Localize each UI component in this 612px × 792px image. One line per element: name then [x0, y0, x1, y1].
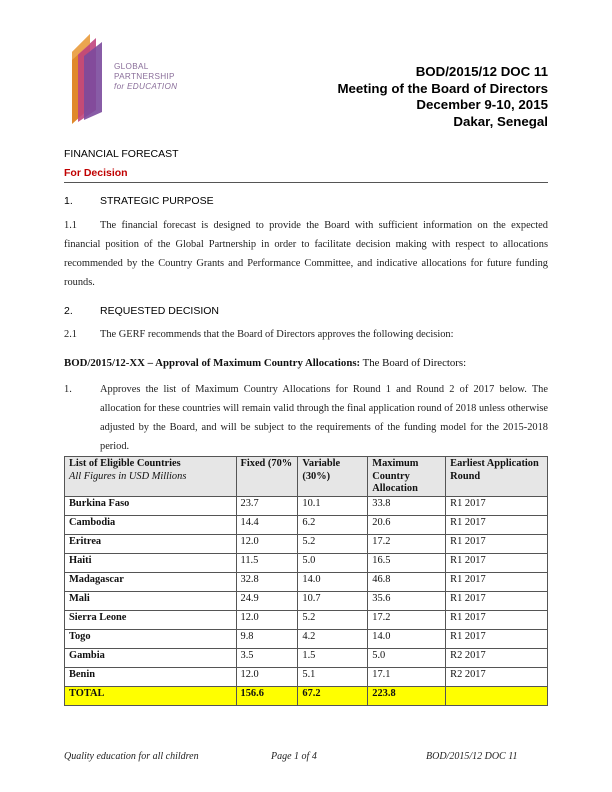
table-row [65, 648, 548, 667]
title-divider [64, 182, 548, 183]
document-header [337, 64, 548, 130]
cell-country: Eritrea [65, 534, 237, 553]
paragraph-1-1 [64, 216, 548, 292]
section-2-title: REQUESTED DECISION [100, 305, 220, 317]
cell-variable: 1.5 [298, 648, 368, 667]
total-max-allocation: 223.8 [368, 686, 446, 705]
table-row [65, 572, 548, 591]
cell-round: R2 2017 [446, 648, 548, 667]
cell-round: R1 2017 [446, 591, 548, 610]
paragraph-1-1-number: 1.1 [64, 220, 77, 231]
cell-fixed: 3.5 [236, 648, 298, 667]
header-fixed: Fixed (70% [236, 457, 298, 497]
cell-fixed: 14.4 [236, 515, 298, 534]
header-variable: Variable (30%) [298, 457, 368, 497]
cell-fixed: 12.0 [236, 610, 298, 629]
total-round [446, 686, 548, 705]
cell-variable: 5.2 [298, 610, 368, 629]
cell-variable: 4.2 [298, 629, 368, 648]
cell-country: Madagascar [65, 572, 237, 591]
cell-fixed: 11.5 [236, 553, 298, 572]
gpe-book-icon [66, 30, 114, 126]
cell-fixed: 12.0 [236, 534, 298, 553]
cell-variable: 6.2 [298, 515, 368, 534]
cell-country: Haiti [65, 553, 237, 572]
cell-max-allocation: 17.2 [368, 610, 446, 629]
cell-variable: 14.0 [298, 572, 368, 591]
for-decision-label: For Decision [64, 167, 128, 179]
meeting-title: Meeting of the Board of Directors [337, 80, 548, 96]
table-row [65, 591, 548, 610]
section-2-heading [64, 305, 219, 317]
cell-round: R1 2017 [446, 553, 548, 572]
cell-country: Benin [65, 667, 237, 686]
cell-round: R1 2017 [446, 629, 548, 648]
table-row [65, 629, 548, 648]
table-row [65, 515, 548, 534]
cell-max-allocation: 5.0 [368, 648, 446, 667]
cell-country: Gambia [65, 648, 237, 667]
cell-variable: 10.1 [298, 496, 368, 515]
allocation-table [64, 456, 548, 706]
footer-page-number: Page 1 of 4 [271, 751, 317, 762]
cell-variable: 5.1 [298, 667, 368, 686]
bod-decision-title: BOD/2015/12-XX – Approval of Maximum Country Allocations: [64, 357, 361, 369]
total-fixed: 156.6 [236, 686, 298, 705]
cell-max-allocation: 14.0 [368, 629, 446, 648]
paragraph-2-1-number: 2.1 [64, 329, 77, 340]
cell-max-allocation: 16.5 [368, 553, 446, 572]
decision-item-1-text: Approves the list of Maximum Country Allocations for Round 1 and Round 2 of 2017 below. The allocation for these countries will remain valid through the final application round of 2018 unless otherwise adjusted by the Board, and will be subject to the requirements of the funding model for the 2015-2018 period. [100, 384, 548, 452]
cell-country: Mali [65, 591, 237, 610]
table-body [65, 496, 548, 705]
cell-round: R2 2017 [446, 667, 548, 686]
cell-variable: 5.2 [298, 534, 368, 553]
section-1-number: 1. [64, 195, 73, 207]
section-2-number: 2. [64, 305, 73, 317]
table-row [65, 553, 548, 572]
cell-round: R1 2017 [446, 572, 548, 591]
logo-line-1: GLOBAL [114, 62, 149, 71]
total-country: TOTAL [65, 686, 237, 705]
header-max-allocation: Maximum Country Allocation [368, 457, 446, 497]
decision-item-1 [64, 380, 548, 456]
cell-round: R1 2017 [446, 610, 548, 629]
cell-country: Burkina Faso [65, 496, 237, 515]
cell-max-allocation: 35.6 [368, 591, 446, 610]
cell-country: Sierra Leone [65, 610, 237, 629]
cell-fixed: 9.8 [236, 629, 298, 648]
bod-decision-rest: The Board of Directors: [360, 357, 467, 369]
cell-max-allocation: 46.8 [368, 572, 446, 591]
paragraph-2-1-text: The GERF recommends that the Board of Directors approves the following decision: [100, 329, 454, 340]
cell-round: R1 2017 [446, 515, 548, 534]
cell-variable: 5.0 [298, 553, 368, 572]
table-header-row [65, 457, 548, 497]
cell-fixed: 32.8 [236, 572, 298, 591]
logo-line-2: PARTNERSHIP [114, 72, 175, 81]
total-variable: 67.2 [298, 686, 368, 705]
table-row [65, 610, 548, 629]
cell-max-allocation: 17.2 [368, 534, 446, 553]
logo-line-3: for EDUCATION [114, 82, 178, 91]
paragraph-1-1-text: The financial forecast is designed to provide the Board with sufficient information on the expected financial position of the Global Partnership in order to facilitate decision making with respect to allocations recommended by the Country Grants and Performance Committee, and indicative allocations for future funding rounds. [64, 220, 548, 288]
cell-country: Cambodia [65, 515, 237, 534]
table-row [65, 667, 548, 686]
cell-fixed: 24.9 [236, 591, 298, 610]
cell-max-allocation: 17.1 [368, 667, 446, 686]
cell-max-allocation: 20.6 [368, 515, 446, 534]
cell-variable: 10.7 [298, 591, 368, 610]
document-title: FINANCIAL FORECAST [64, 148, 179, 160]
cell-max-allocation: 33.8 [368, 496, 446, 515]
doc-id: BOD/2015/12 DOC 11 [415, 64, 548, 79]
header-countries: List of Eligible Countries All Figures in USD Millions [65, 457, 237, 497]
paragraph-2-1 [64, 325, 548, 344]
cell-round: R1 2017 [446, 534, 548, 553]
table-row [65, 496, 548, 515]
cell-fixed: 23.7 [236, 496, 298, 515]
section-1-title: STRATEGIC PURPOSE [100, 195, 214, 207]
footer-tagline: Quality education for all children [64, 751, 199, 762]
gpe-logo [66, 30, 196, 126]
cell-fixed: 12.0 [236, 667, 298, 686]
meeting-date: December 9-10, 2015 [416, 97, 548, 112]
table-total-row [65, 686, 548, 705]
meeting-location: Dakar, Senegal [453, 113, 548, 129]
logo-text [114, 62, 177, 92]
table-row [65, 534, 548, 553]
decision-item-1-number: 1. [64, 384, 72, 395]
cell-round: R1 2017 [446, 496, 548, 515]
section-1-heading [64, 195, 214, 207]
bod-decision-line [64, 357, 466, 369]
cell-country: Togo [65, 629, 237, 648]
header-application-round: Earliest Application Round [446, 457, 548, 497]
footer-doc-id: BOD/2015/12 DOC 11 [426, 751, 518, 762]
